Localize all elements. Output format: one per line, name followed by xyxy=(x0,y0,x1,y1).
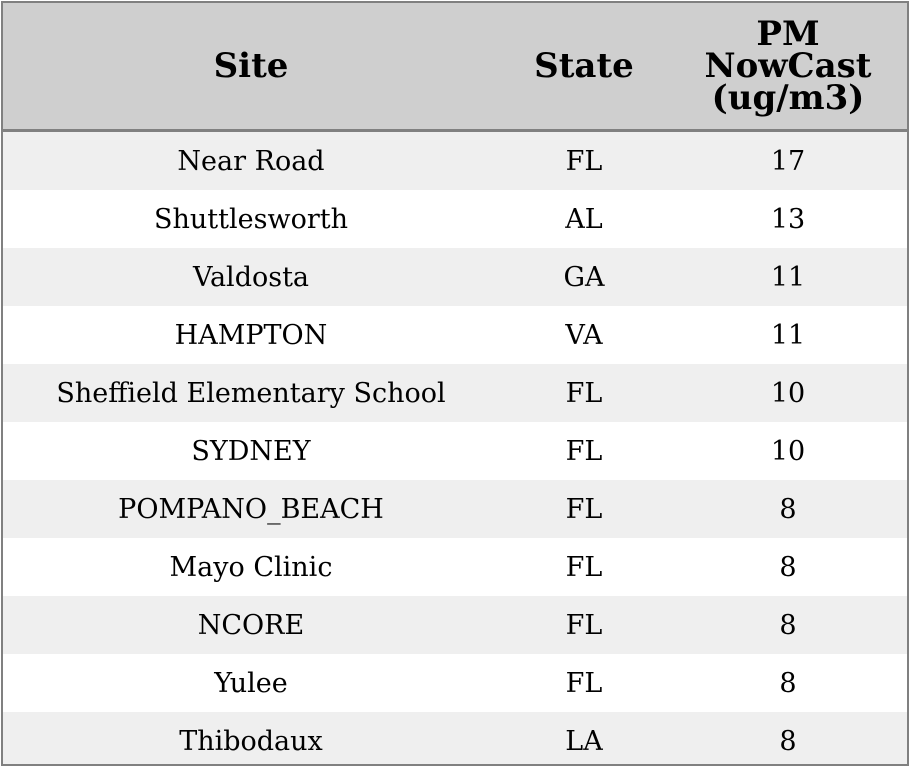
pm-value-cell: 8 xyxy=(669,712,907,766)
state-cell: FL xyxy=(499,480,669,538)
table-row xyxy=(3,596,907,654)
column-header-site: Site xyxy=(3,3,499,131)
pm-value-cell: 10 xyxy=(669,364,907,422)
table-row xyxy=(3,480,907,538)
header-row xyxy=(3,3,907,131)
site-cell: Shuttlesworth xyxy=(3,190,499,248)
pm-value-cell: 8 xyxy=(669,596,907,654)
site-cell: Near Road xyxy=(3,131,499,191)
table-row xyxy=(3,654,907,712)
column-header-state: State xyxy=(499,3,669,131)
state-cell: FL xyxy=(499,131,669,191)
state-cell: GA xyxy=(499,248,669,306)
table-row xyxy=(3,712,907,766)
table-row xyxy=(3,364,907,422)
state-cell: FL xyxy=(499,422,669,480)
pm-value-cell: 11 xyxy=(669,306,907,364)
table-row xyxy=(3,248,907,306)
pm-value-cell: 8 xyxy=(669,480,907,538)
pm-value-cell: 11 xyxy=(669,248,907,306)
state-cell: FL xyxy=(499,654,669,712)
site-cell: Thibodaux xyxy=(3,712,499,766)
site-cell: SYDNEY xyxy=(3,422,499,480)
table-body xyxy=(3,131,907,767)
site-cell: Valdosta xyxy=(3,248,499,306)
column-header-pm-nowcast: PM NowCast (ug/m3) xyxy=(669,3,907,131)
table-row xyxy=(3,422,907,480)
site-cell: Sheffield Elementary School xyxy=(3,364,499,422)
site-cell: HAMPTON xyxy=(3,306,499,364)
pm-value-cell: 17 xyxy=(669,131,907,191)
state-cell: FL xyxy=(499,538,669,596)
state-cell: FL xyxy=(499,364,669,422)
state-cell: VA xyxy=(499,306,669,364)
table-header xyxy=(3,3,907,131)
pm-value-cell: 10 xyxy=(669,422,907,480)
site-cell: Yulee xyxy=(3,654,499,712)
pm-nowcast-table xyxy=(3,3,907,766)
data-table-frame xyxy=(1,1,909,766)
state-cell: LA xyxy=(499,712,669,766)
state-cell: AL xyxy=(499,190,669,248)
table-row xyxy=(3,131,907,191)
site-cell: NCORE xyxy=(3,596,499,654)
site-cell: POMPANO_BEACH xyxy=(3,480,499,538)
pm-value-cell: 8 xyxy=(669,538,907,596)
table-row xyxy=(3,190,907,248)
site-cell: Mayo Clinic xyxy=(3,538,499,596)
pm-value-cell: 8 xyxy=(669,654,907,712)
state-cell: FL xyxy=(499,596,669,654)
table-row xyxy=(3,306,907,364)
table-row xyxy=(3,538,907,596)
pm-value-cell: 13 xyxy=(669,190,907,248)
